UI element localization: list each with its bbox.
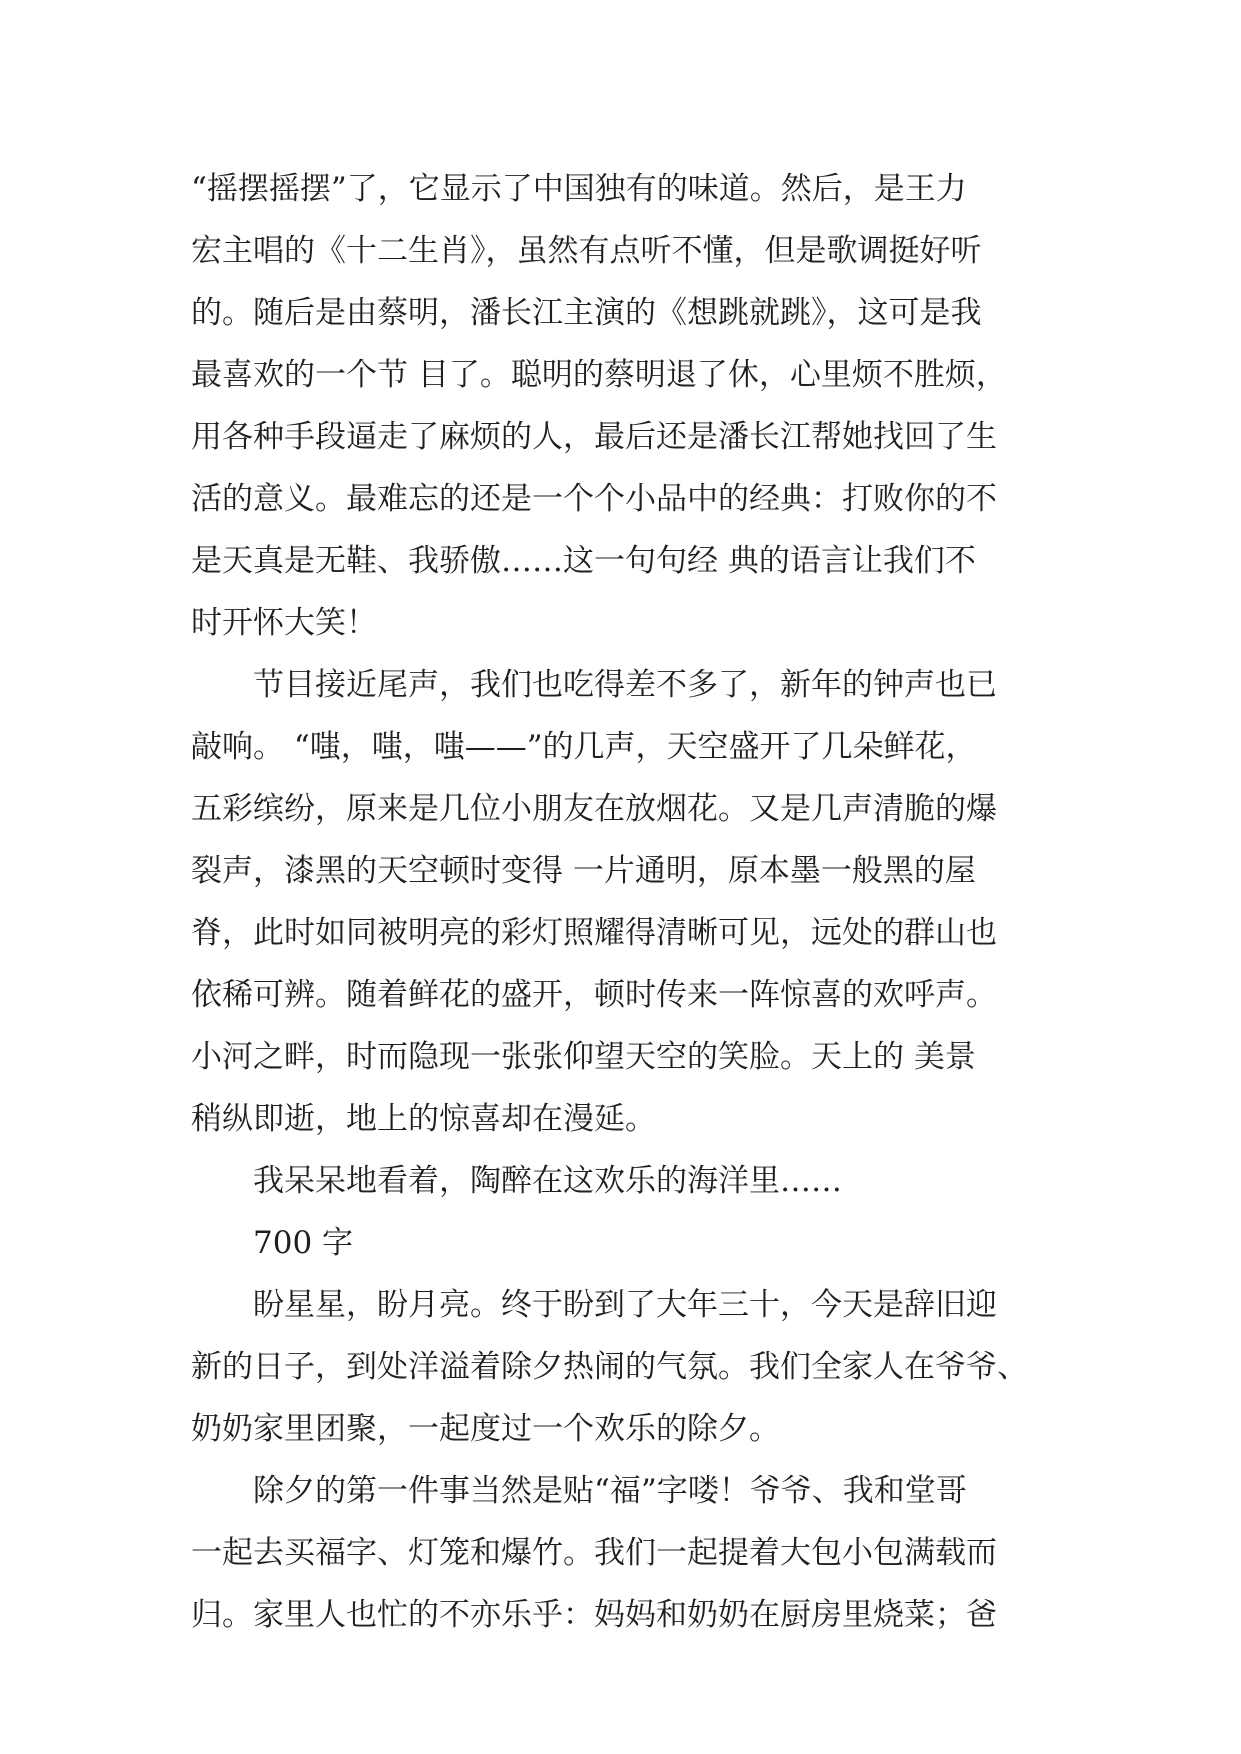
text-line: 盼星星，盼月亮。终于盼到了大年三十，今天是辞旧迎 — [253, 1287, 997, 1323]
text-line: 除夕的第一件事当然是贴“福”字喽！爷爷、我和堂哥 — [253, 1473, 967, 1509]
text-line: 依稀可辨。随着鲜花的盛开，顿时传来一阵惊喜的欢呼声。 — [191, 977, 997, 1013]
text-line: 用各种手段逼走了麻烦的人，最后还是潘长江帮她找回了生 — [191, 419, 997, 455]
text-line: 稍纵即逝，地上的惊喜却在漫延。 — [191, 1101, 656, 1137]
body-text — [191, 158, 1071, 1646]
text-line: 的。随后是由蔡明，潘长江主演的《想跳就跳》，这可是我 — [191, 295, 982, 331]
text-line: 一起去买福字、灯笼和爆竹。我们一起提着大包小包满载而 — [191, 1535, 997, 1571]
text-line: 五彩缤纷，原来是几位小朋友在放烟花。又是几声清脆的爆 — [191, 791, 997, 827]
text-line: 最喜欢的一个节 目了。聪明的蔡明退了休，心里烦不胜烦， — [191, 357, 1007, 393]
text-line: 奶奶家里团聚，一起度过一个欢乐的除夕。 — [191, 1411, 780, 1447]
text-line: 新的日子，到处洋溢着除夕热闹的气氛。我们全家人在爷爷、 — [191, 1349, 1028, 1385]
text-line: 归。家里人也忙的不亦乐乎：妈妈和奶奶在厨房里烧菜；爸 — [191, 1597, 997, 1633]
text-line: 活的意义。最难忘的还是一个个小品中的经典：打败你的不 — [191, 481, 997, 517]
text-line: “摇摆摇摆”了，它显示了中国独有的味道。然后，是王力 — [191, 171, 967, 207]
text-line: 节目接近尾声，我们也吃得差不多了，新年的钟声也已 — [253, 667, 997, 703]
text-line: 宏主唱的《十二生肖》，虽然有点听不懂，但是歌调挺好听 — [191, 233, 982, 269]
text-line: 小河之畔，时而隐现一张张仰望天空的笑脸。天上的 美景 — [191, 1039, 976, 1075]
text-line: 时开怀大笑！ — [191, 605, 377, 641]
text-line: 是天真是无鞋、我骄傲……这一句句经 典的语言让我们不 — [191, 543, 976, 579]
text-line: 脊，此时如同被明亮的彩灯照耀得清晰可见，远处的群山也 — [191, 915, 997, 951]
text-line: 700 字 — [253, 1225, 354, 1261]
text-line: 我呆呆地看着，陶醉在这欢乐的海洋里…… — [253, 1163, 842, 1199]
text-line: 裂声，漆黑的天空顿时变得 一片通明，原本墨一般黑的屋 — [191, 853, 976, 889]
text-line: 敲响。 “嗤，嗤，嗤——”的几声，天空盛开了几朵鲜花， — [191, 729, 977, 765]
